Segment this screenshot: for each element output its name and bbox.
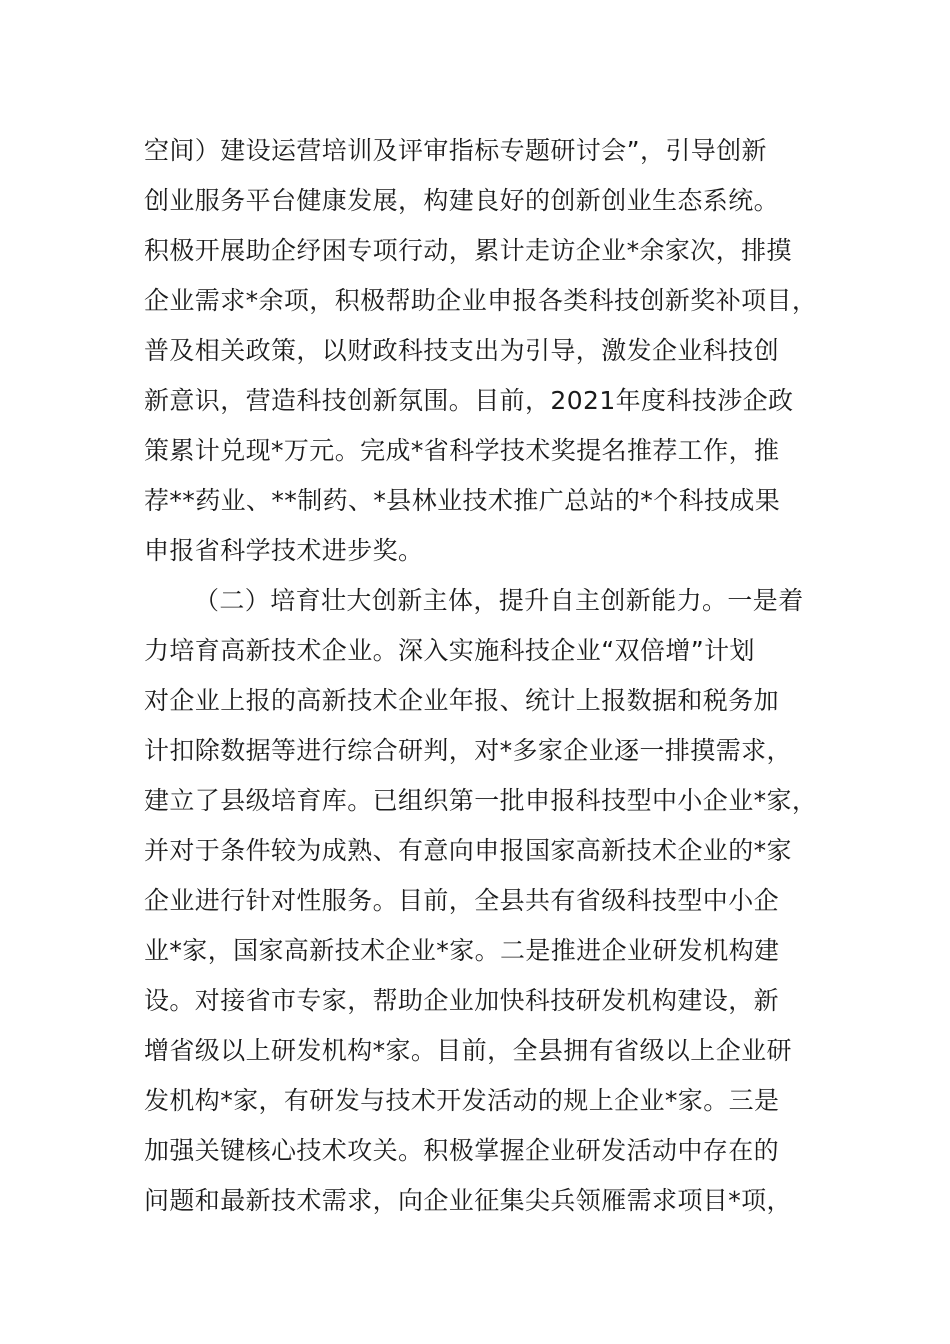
text-line-14: 建立了县级培育库。已组织第一批申报科技型中小企业*家， [144,786,818,815]
text-line-19: 增省级以上研发机构*家。目前，全县拥有省级以上企业研 [144,1036,792,1065]
text-line-1: 空间）建设运营培训及评审指标专题研讨会”，引导创新 [144,136,767,165]
text-line-21: 加强关键核心技术攻关。积极掌握企业研发活动中存在的 [144,1136,780,1165]
text-line-22: 问题和最新技术需求，向企业征集尖兵领雁需求项目*项， [144,1186,792,1215]
text-line-2: 创业服务平台健康发展，构建良好的创新创业生态系统。 [144,186,780,215]
text-line-5: 普及相关政策，以财政科技支出为引导，激发企业科技创 [144,336,780,365]
text-line-8: 荐**药业、**制药、*县林业技术推广总站的*个科技成果 [144,486,781,515]
text-line-11: 力培育高新技术企业。深入实施科技企业“双倍增”计划 [144,636,755,665]
text-line-6: 新意识，营造科技创新氛围。目前，2021年度科技涉企政 [144,386,794,415]
text-line-13: 计扣除数据等进行综合研判，对*多家企业逐一排摸需求， [144,736,792,765]
text-line-12: 对企业上报的高新技术企业年报、统计上报数据和税务加 [144,686,780,715]
text-line-17: 业*家，国家高新技术企业*家。二是推进企业研发机构建 [144,936,780,965]
text-line-9: 申报省科学技术进步奖。 [144,536,424,565]
text-line-3: 积极开展助企纾困专项行动，累计走访企业*余家次，排摸 [144,236,792,265]
text-line-4: 企业需求*余项，积极帮助企业申报各类科技创新奖补项目， [144,286,818,315]
text-line-15: 并对于条件较为成熟、有意向申报国家高新技术企业的*家 [144,836,792,865]
section-heading-line: （二）培育壮大创新主体，提升自主创新能力。一是着 [194,586,804,615]
text-line-18: 设。对接省市专家，帮助企业加快科技研发机构建设，新 [144,986,780,1015]
text-line-16: 企业进行针对性服务。目前，全县共有省级科技型中小企 [144,886,780,915]
text-line-7: 策累计兑现*万元。完成*省科学技术奖提名推荐工作，推 [144,436,780,465]
text-line-20: 发机构*家，有研发与技术开发活动的规上企业*家。三是 [144,1086,780,1115]
